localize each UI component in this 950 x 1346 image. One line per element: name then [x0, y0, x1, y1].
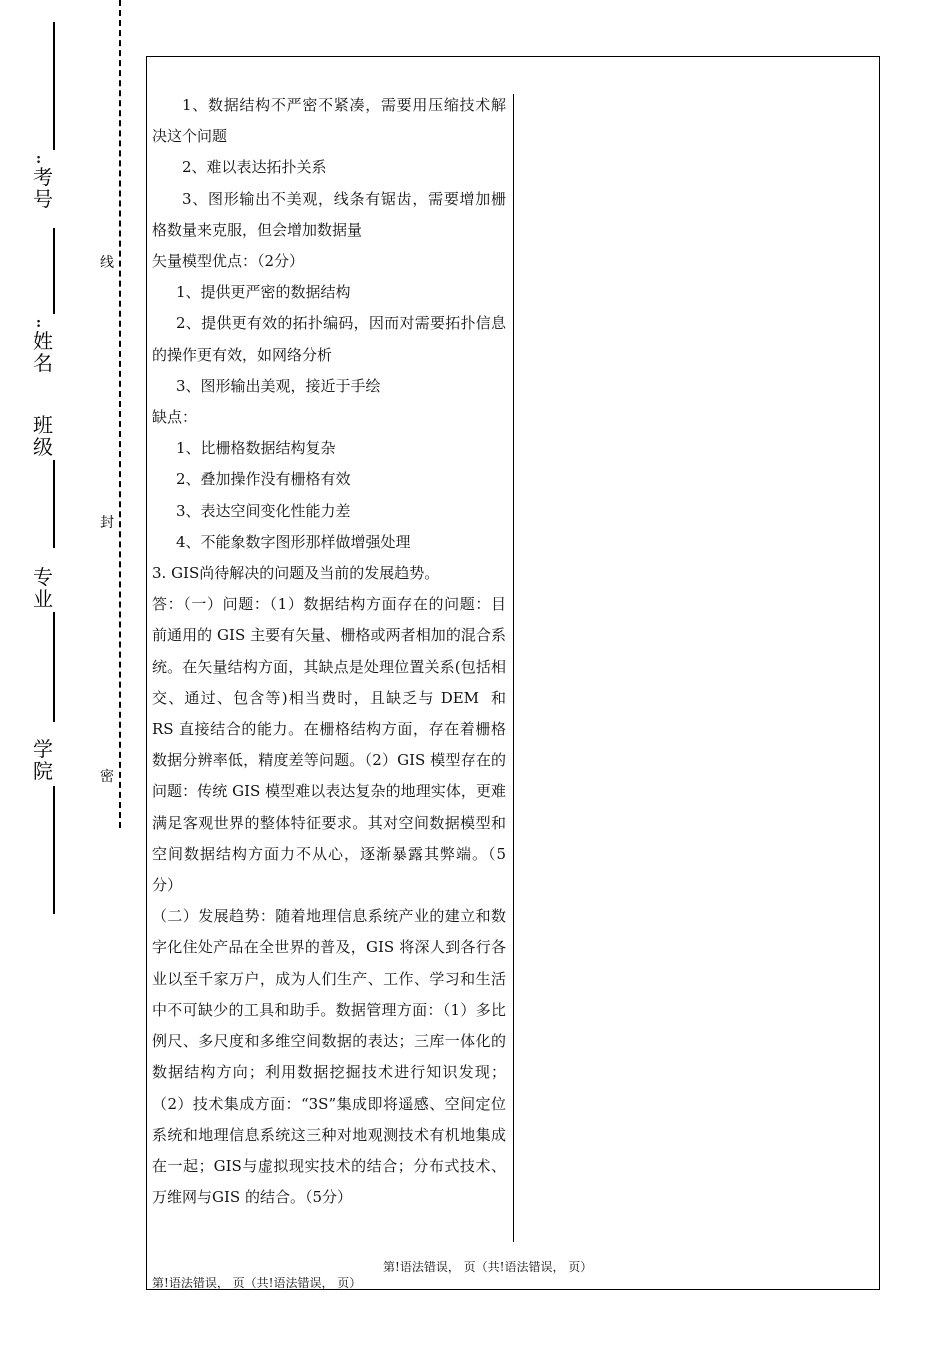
answer-paragraph: 1、数据结构不严密不紧凑，需要用压缩技术解决这个问题: [152, 96, 506, 146]
answer-paragraph: 1、提供更严密的数据结构: [176, 283, 351, 302]
answer-paragraph: 矢量模型优点：（2分）: [152, 252, 305, 271]
binding-solid-line: [53, 786, 55, 914]
answer-content: [152, 90, 511, 1213]
answer-paragraph: 缺点：: [152, 408, 198, 427]
binding-dashed-line: [119, 0, 121, 828]
binding-solid-line: [53, 228, 55, 314]
answer-paragraph: 1、比栅格数据结构复杂: [176, 439, 336, 458]
label-name: 姓名: [33, 329, 53, 375]
answer-paragraph: 4、不能象数字图形那样做增强处理: [176, 532, 411, 551]
answer-paragraph: 3、图形输出美观，接近于手绘: [176, 376, 381, 395]
answer-paragraph: 3. GIS尚待解决的问题及当前的发展趋势。: [152, 564, 440, 583]
binding-colon: :: [36, 151, 42, 167]
seal-secret-char: 密: [100, 769, 114, 785]
answer-paragraph: 2、难以表达拓扑关系: [182, 158, 327, 177]
page-footer-number-secondary: 第!语法错误， 页（共!语法错误， 页）: [152, 1276, 362, 1290]
answer-paragraph: 2、提供更有效的拓扑编码，因而对需要拓扑信息的操作更有效，如网络分析: [152, 314, 506, 364]
binding-solid-line: [53, 612, 55, 722]
label-student-id: 考号: [33, 165, 53, 211]
seal-line-char: 线: [100, 255, 114, 271]
binding-solid-line: [53, 460, 55, 548]
binding-solid-line: [53, 22, 55, 150]
label-major: 专业: [33, 565, 53, 611]
column-divider: [513, 94, 514, 1242]
binding-colon: :: [36, 315, 42, 331]
seal-seal-char: 封: [100, 515, 114, 531]
answer-paragraph: 3、图形输出不美观，线条有锯齿，需要增加栅格数量来克服，但会增加数据量: [152, 189, 506, 239]
answer-paragraph: 3、表达空间变化性能力差: [176, 501, 351, 520]
answer-paragraph: （二）发展趋势：随着地理信息系统产业的建立和数字化住处产品在全世界的普及，GIS 将深人到各行各业以至千家万户，成为人们生产、工作、学习和生活中不可缺少的工具和助手。数据管理方面：（1）多比例尺、多尺度和多维空间数据的表达；三库一体化的数据结构方向；利用数据挖掘技术进行知识发现；（2）技术集成方面：“3S”集成即将遥感、空间定位系统和地理信息系统这三种对地观测技术有机地集成在一起；GIS与虚拟现实技术的结合；分布式技术、万维网与GIS 的结合。（5分）: [152, 907, 506, 1207]
page-footer-number: 第!语法错误， 页（共!语法错误， 页）: [383, 1260, 593, 1274]
answer-paragraph: 答：（一）问题：（1）数据结构方面存在的问题：目前通用的 GIS 主要有矢量、栅格或两者相加的混合系统。在矢量结构方面，其缺点是处理位置关系(包括相交、通过、包含等)相当费时，且缺乏与 DEM 和 RS 直接结合的能力。在栅格结构方面，存在着栅格数据分辨率低，精度差等问题。（2）GIS 模型存在的问题：传统 GIS 模型难以表达复杂的地理实体，更难满足客观世界的整体特征要求。其对空间数据模型和空间数据结构方面力不从心，逐渐暴露其弊端。（5分）: [152, 595, 511, 895]
answer-paragraph: 2、叠加操作没有栅格有效: [176, 470, 351, 489]
label-class: 班级: [33, 413, 53, 459]
label-college: 学院: [33, 737, 53, 783]
